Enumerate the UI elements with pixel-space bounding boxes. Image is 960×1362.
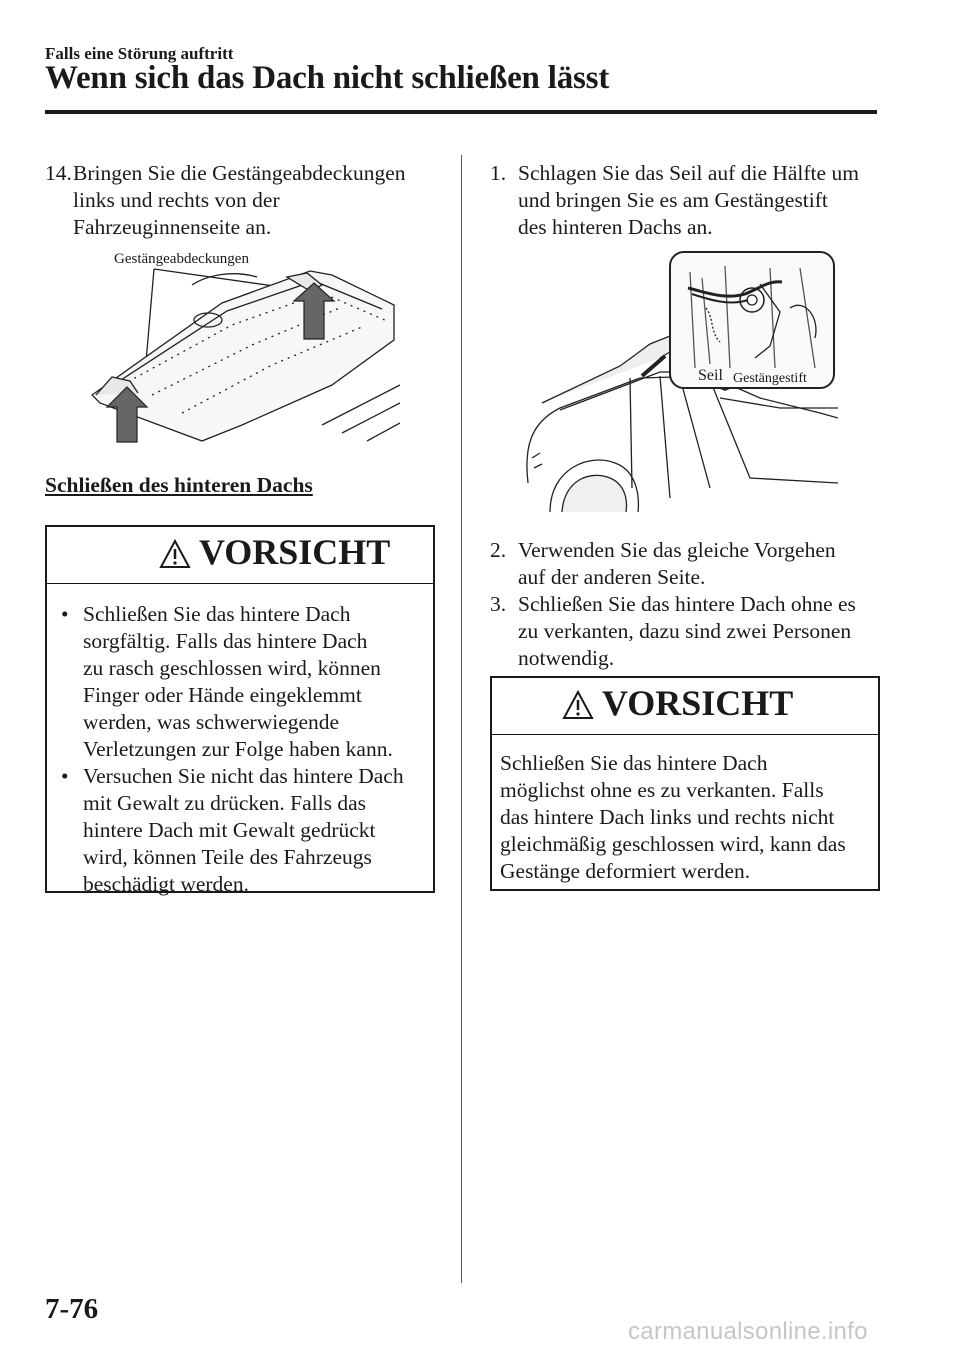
- bullet-line: hintere Dach mit Gewalt gedrückt: [83, 818, 376, 842]
- caution-header: [47, 527, 433, 584]
- step-14: [45, 160, 445, 242]
- bullet-dot: •: [61, 602, 69, 626]
- caution-box: [490, 676, 880, 891]
- step-line: Bringen Sie die Gestängeabdeckungen: [73, 161, 406, 185]
- watermark: carmanualsonline.info: [628, 1318, 868, 1345]
- step-2: [490, 537, 880, 593]
- step-1: [490, 160, 880, 242]
- bullet-line: sorgfältig. Falls das hintere Dach: [83, 629, 368, 653]
- caution-box: [45, 525, 435, 896]
- link-cover-label: Gestängeabdeckungen: [114, 251, 249, 267]
- rope-link-pin-illustration: [520, 248, 838, 512]
- caution-heading: VORSICHT: [602, 683, 794, 723]
- caution-line: gleichmäßig geschlossen wird, kann das: [500, 832, 846, 856]
- link-pin-label: Gestängestift: [733, 371, 807, 386]
- step-line: Schlagen Sie das Seil auf die Hälfte um: [518, 161, 859, 185]
- warning-triangle-icon: [562, 690, 594, 720]
- column-divider: [461, 155, 462, 1283]
- caution-line: Schließen Sie das hintere Dach: [500, 751, 768, 775]
- page-number: 7-76: [45, 1293, 99, 1325]
- step-line: zu verkanten, dazu sind zwei Personen: [518, 619, 852, 643]
- step-line: des hinteren Dachs an.: [518, 215, 713, 239]
- step-text: [73, 160, 406, 241]
- step-line: und bringen Sie es am Gestängestift: [518, 188, 828, 212]
- roof-link-cover-illustration: [82, 245, 400, 445]
- step-line: Fahrzeuginnenseite an.: [73, 215, 272, 239]
- bullet-line: beschädigt werden.: [83, 872, 249, 896]
- step-number: 14.: [45, 161, 72, 185]
- caution-line: möglichst ohne es zu verkanten. Falls: [500, 778, 824, 802]
- bullet-line: werden, was schwerwiegende: [83, 710, 340, 734]
- bullet-line: Versuchen Sie nicht das hintere Dach: [83, 764, 404, 788]
- page-title: Wenn sich das Dach nicht schließen lässt: [45, 60, 610, 96]
- bullet-dot: •: [61, 764, 69, 788]
- rope-label: Seil: [698, 367, 723, 384]
- step-line: links und rechts von der: [73, 188, 280, 212]
- section-label: Falls eine Störung auftritt: [45, 44, 234, 63]
- caution-text: [500, 750, 846, 885]
- step-number: 2.: [490, 538, 507, 562]
- caution-line: das hintere Dach links und rechts nicht: [500, 805, 835, 829]
- step-number: 1.: [490, 161, 507, 185]
- step-line: Schließen Sie das hintere Dach ohne es: [518, 592, 856, 616]
- step-line: notwendig.: [518, 646, 615, 670]
- bullet-line: mit Gewalt zu drücken. Falls das: [83, 791, 367, 815]
- rear-wheel: [562, 475, 626, 512]
- caution-line: Gestänge deformiert werden.: [500, 859, 751, 883]
- caution-header: [492, 678, 878, 735]
- step-line: auf der anderen Seite.: [518, 565, 706, 589]
- subheading: Schließen des hinteren Dachs: [45, 473, 313, 497]
- rear-roof-lid: [542, 336, 680, 403]
- warning-triangle-icon: [159, 539, 191, 569]
- bullet-line: Schließen Sie das hintere Dach: [83, 602, 351, 626]
- bullet-line: Verletzungen zur Folge haben kann.: [83, 737, 393, 761]
- step-line: Verwenden Sie das gleiche Vorgehen: [518, 538, 836, 562]
- caution-heading: VORSICHT: [199, 532, 391, 572]
- bullet-line: wird, können Teile des Fahrzeugs: [83, 845, 372, 869]
- bullet-line: zu rasch geschlossen wird, können: [83, 656, 381, 680]
- title-rule: [45, 110, 877, 114]
- bullet-line: Finger oder Hände eingeklemmt: [83, 683, 362, 707]
- step-3: [490, 591, 880, 673]
- step-number: 3.: [490, 592, 507, 616]
